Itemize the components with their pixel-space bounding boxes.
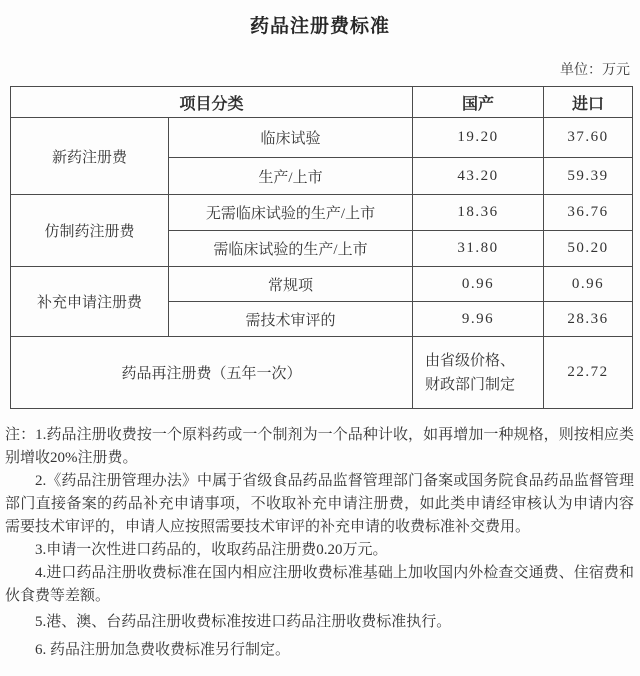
cell-item: 无需临床试验的生产/上市 xyxy=(169,195,413,231)
unit-label: 单位：万元 xyxy=(560,63,630,78)
cell-reregistration-domestic xyxy=(413,337,544,409)
cell-imported-value: 59.39 xyxy=(544,158,633,195)
cell-item: 常规项 xyxy=(169,267,413,302)
cell-imported-value: 37.60 xyxy=(544,118,633,158)
table-row xyxy=(11,267,633,302)
cell-category-new-drug: 新药注册费 xyxy=(11,118,169,195)
cell-reregistration-domestic-text: 由省级价格、财政部门制定 xyxy=(425,352,516,393)
note-6: 6. 药品注册加急费收费标准另行制定。 xyxy=(35,642,291,658)
note-2: 2.《药品注册管理办法》中属于省级食品药品监督管理部门备案或国务院食品药品监督管理部门直接备案的药品补充申请事项，不收取补充申请注册费，如此类申请经审核认为申请内容需要技术审评的，申请人应按照需要技术审评的补充申请的收费标准补交费用。 xyxy=(5,473,634,535)
cell-item: 临床试验 xyxy=(169,118,413,158)
col-header-domestic: 国产 xyxy=(413,87,544,118)
table-row xyxy=(11,118,633,158)
page-title: 药品注册费标准 xyxy=(249,16,390,37)
note-4: 4.进口药品注册收费标准在国内相应注册收费标准基础上加收国内外检查交通费、住宿费和伙食费等差额。 xyxy=(5,565,634,604)
cell-domestic-value: 31.80 xyxy=(413,231,544,267)
cell-domestic-value: 9.96 xyxy=(413,302,544,337)
cell-category-supplementary: 补充申请注册费 xyxy=(11,267,169,337)
cell-imported-value: 0.96 xyxy=(544,267,633,302)
note-5: 5.港、澳、台药品注册收费标准按进口药品注册收费标准执行。 xyxy=(35,614,452,630)
note-1: 注：1.药品注册收费按一个原料药或一个制剂为一个品种计收，如再增加一种规格，则按相应类别增收20%注册费。 xyxy=(5,427,634,466)
cell-reregistration-imported: 22.72 xyxy=(544,337,633,409)
table-row xyxy=(11,195,633,231)
table-header-row xyxy=(11,87,633,118)
table-footer-row xyxy=(11,337,633,409)
cell-category-generic-drug: 仿制药注册费 xyxy=(11,195,169,267)
notes-section xyxy=(5,424,634,662)
cell-imported-value: 50.20 xyxy=(544,231,633,267)
col-header-imported: 进口 xyxy=(544,87,633,118)
cell-item: 需临床试验的生产/上市 xyxy=(169,231,413,267)
cell-domestic-value: 0.96 xyxy=(413,267,544,302)
cell-item: 生产/上市 xyxy=(169,158,413,195)
cell-domestic-value: 43.20 xyxy=(413,158,544,195)
cell-domestic-value: 18.36 xyxy=(413,195,544,231)
fee-table xyxy=(10,86,633,409)
note-3: 3.申请一次性进口药品的，收取药品注册费0.20万元。 xyxy=(35,542,388,558)
cell-item: 需技术审评的 xyxy=(169,302,413,337)
cell-imported-value: 28.36 xyxy=(544,302,633,337)
cell-reregistration-label: 药品再注册费（五年一次） xyxy=(11,337,413,409)
cell-imported-value: 36.76 xyxy=(544,195,633,231)
cell-domestic-value: 19.20 xyxy=(413,118,544,158)
col-header-category: 项目分类 xyxy=(11,87,413,118)
